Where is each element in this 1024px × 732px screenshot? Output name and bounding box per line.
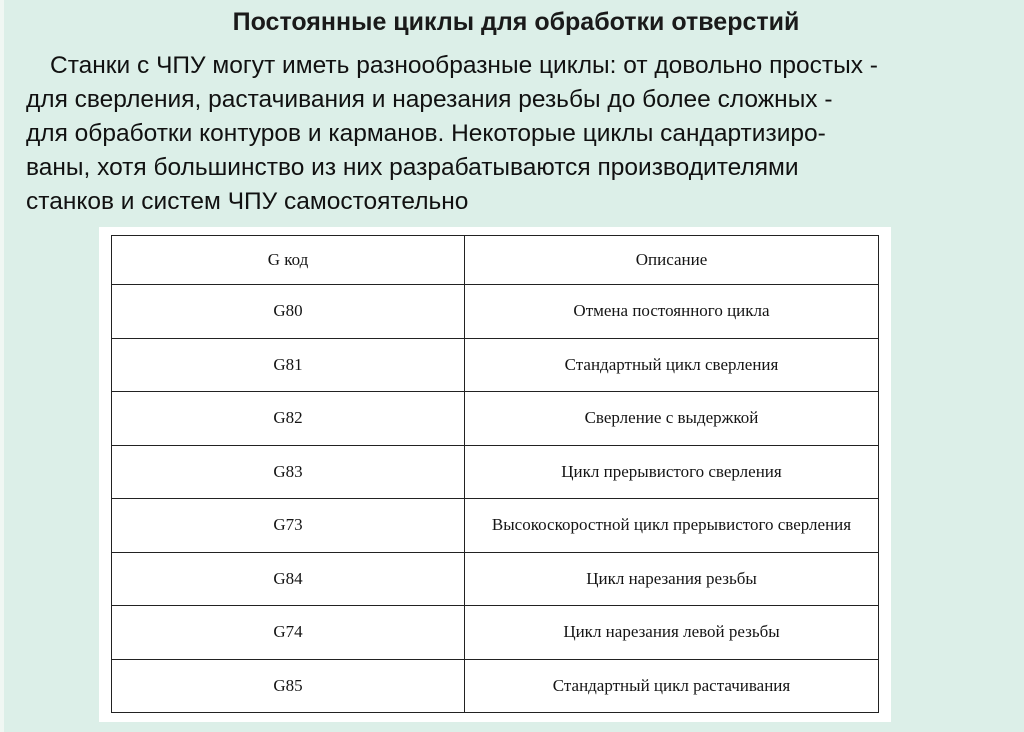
table-header-row [112,236,879,285]
description-cell: Отмена постоянного цикла [465,285,879,339]
table-row [112,445,879,499]
table-row [112,552,879,606]
description-cell: Цикл прерывистого сверления [465,445,879,499]
g-code-table [111,235,879,713]
table-row [112,659,879,713]
paragraph-line: для обработки контуров и карманов. Некоторые циклы сандартизиро- [26,120,826,147]
table-row [112,606,879,660]
description-cell: Сверление с выдержкой [465,392,879,446]
table-row [112,499,879,553]
paragraph-line: станков и систем ЧПУ самостоятельно [26,188,469,215]
g-code-cell: G84 [112,552,465,606]
table-row [112,285,879,339]
table-row [112,392,879,446]
header-description: Описание [465,236,879,285]
header-g-code: G код [112,236,465,285]
g-code-cell: G74 [112,606,465,660]
paragraph-line: для сверления, растачивания и нарезания резьбы до более сложных - [26,86,833,113]
intro-paragraph [26,49,1016,219]
description-cell: Цикл нарезания левой резьбы [465,606,879,660]
paragraph-line: Станки с ЧПУ могут иметь разнообразные циклы: от довольно простых - [50,52,878,79]
description-cell: Цикл нарезания резьбы [465,552,879,606]
g-code-cell: G82 [112,392,465,446]
table-row [112,338,879,392]
g-code-cell: G73 [112,499,465,553]
description-cell: Высокоскоростной цикл прерывистого сверления [465,499,879,553]
g-code-cell: G85 [112,659,465,713]
g-code-cell: G83 [112,445,465,499]
description-cell: Стандартный цикл сверления [465,338,879,392]
paragraph-line: ваны, хотя большинство из них разрабатываются производителями [26,154,799,181]
g-code-cell: G81 [112,338,465,392]
scanned-table-image [99,227,891,722]
g-code-cell: G80 [112,285,465,339]
description-cell: Стандартный цикл растачивания [465,659,879,713]
slide-title: Постоянные циклы для обработки отверстий [232,8,800,36]
